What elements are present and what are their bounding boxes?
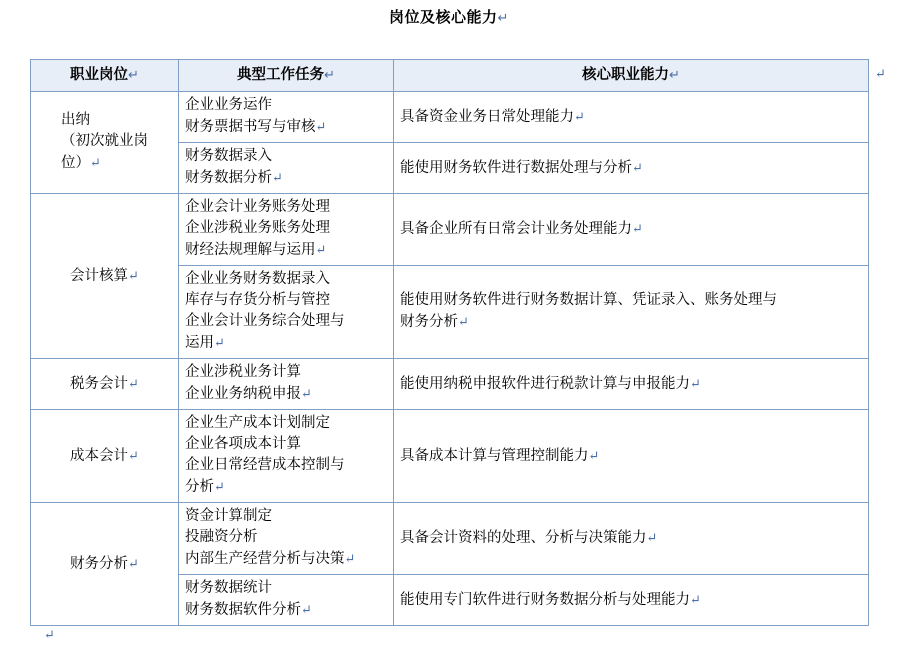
competency-table — [30, 59, 869, 626]
task-line: 运用↵ — [185, 335, 225, 351]
table-row — [31, 92, 869, 143]
table-header — [31, 60, 869, 92]
cell-post — [31, 503, 179, 626]
task-line: 企业涉税业务计算 — [185, 364, 301, 380]
paragraph-mark-icon: ↵ — [128, 267, 139, 283]
cell-task — [179, 194, 394, 266]
paragraph-mark-icon: ↵ — [301, 602, 312, 617]
paragraph-mark-icon: ↵ — [90, 155, 101, 170]
paragraph-mark-icon: ↵ — [690, 375, 701, 391]
table-row — [31, 359, 869, 410]
cell-skill — [394, 92, 869, 143]
task-line: 库存与存货分析与管控 — [185, 292, 330, 308]
task-line: 分析↵ — [185, 479, 225, 495]
cell-skill — [394, 410, 869, 503]
page-title — [0, 6, 898, 27]
paragraph-mark-icon: ↵ — [632, 221, 643, 236]
paragraph-mark-icon: ↵ — [128, 555, 139, 571]
paragraph-mark-icon: ↵ — [214, 479, 225, 494]
paragraph-mark-icon: ↵ — [646, 530, 658, 545]
paragraph-mark-icon: ↵ — [315, 119, 327, 134]
cell-task — [179, 359, 394, 410]
skill-line: 具备企业所有日常会计业务处理能力↵ — [400, 221, 643, 237]
task-line: 企业会计业务综合处理与 — [185, 313, 345, 329]
cell-skill — [394, 359, 869, 410]
task-line: 财务数据分析↵ — [185, 170, 283, 186]
post-line: 税务会计↵ — [70, 375, 139, 392]
task-line: 企业业务运作 — [185, 97, 272, 113]
cell-task — [179, 92, 394, 143]
task-line: 企业业务财务数据录入 — [185, 271, 330, 287]
paragraph-mark-icon: ↵ — [324, 67, 335, 82]
table-header-row — [31, 60, 869, 92]
cell-skill — [394, 575, 869, 626]
table-row — [31, 194, 869, 266]
competency-table-wrapper — [30, 59, 868, 626]
cell-task — [179, 410, 394, 503]
trailing-paragraph-mark: ↵ — [44, 627, 55, 642]
skill-line: 能使用财务软件进行财务数据计算、凭证录入、账务处理与 — [400, 292, 777, 308]
cell-post — [31, 92, 179, 194]
paragraph-mark-icon: ↵ — [128, 375, 139, 391]
cell-skill — [394, 266, 869, 359]
task-line: 企业各项成本计算 — [185, 436, 301, 452]
paragraph-mark-icon: ↵ — [301, 386, 312, 401]
post-line: 位）↵ — [61, 155, 101, 171]
cell-task — [179, 266, 394, 359]
post-line: 财务分析↵ — [70, 555, 139, 572]
paragraph-mark-icon: ↵ — [669, 67, 680, 82]
task-line: 投融资分析 — [185, 529, 258, 545]
paragraph-mark-icon: ↵ — [690, 591, 701, 607]
cell-task — [179, 503, 394, 575]
paragraph-mark-icon: ↵ — [632, 159, 643, 175]
task-line: 财务数据统计 — [185, 580, 272, 596]
task-line: 财务票据书写与审核↵ — [185, 119, 327, 135]
cell-post — [31, 194, 179, 359]
cell-task — [179, 143, 394, 194]
column-header-task: 典型工作任务↵ — [179, 60, 394, 92]
skill-line: 财务分析↵ — [400, 314, 469, 330]
skill-line: 能使用纳税申报软件进行税款计算与申报能力↵ — [400, 375, 701, 392]
task-line: 企业日常经营成本控制与 — [185, 457, 345, 473]
cell-task — [179, 575, 394, 626]
post-line: 成本会计↵ — [70, 447, 139, 464]
paragraph-mark-icon: ↵ — [128, 67, 139, 82]
paragraph-mark-icon: ↵ — [588, 447, 600, 463]
task-line: 财务数据软件分析↵ — [185, 602, 312, 618]
paragraph-mark-icon: ↵ — [214, 335, 225, 350]
skill-line: 具备成本计算与管理控制能力↵ — [400, 447, 600, 464]
cell-post — [31, 359, 179, 410]
paragraph-mark-icon: ↵ — [128, 447, 139, 463]
page-title-text: 岗位及核心能力 — [389, 9, 498, 26]
table-row — [31, 410, 869, 503]
task-line: 财务数据录入 — [185, 148, 272, 164]
task-line: 企业生产成本计划制定 — [185, 415, 330, 431]
skill-line: 能使用财务软件进行数据处理与分析↵ — [400, 159, 643, 176]
table-row-end-mark: ↵ — [875, 66, 886, 81]
post-line: 出纳 — [61, 112, 90, 128]
post-line: （初次就业岗 — [61, 133, 148, 149]
task-line: 企业涉税业务账务处理 — [185, 220, 330, 236]
paragraph-mark-icon: ↵ — [315, 242, 327, 257]
paragraph-mark-icon: ↵ — [272, 170, 283, 185]
paragraph-mark-icon: ↵ — [458, 314, 469, 329]
task-line: 企业业务纳税申报↵ — [185, 386, 312, 402]
paragraph-mark-icon: ↵ — [497, 10, 509, 25]
table-row — [31, 503, 869, 575]
cell-skill — [394, 143, 869, 194]
cell-post — [31, 410, 179, 503]
skill-line: 能使用专门软件进行财务数据分析与处理能力↵ — [400, 591, 701, 608]
task-line: 企业会计业务账务处理 — [185, 199, 330, 215]
column-header-skill: 核心职业能力↵ — [394, 60, 869, 92]
cell-skill — [394, 503, 869, 575]
task-line: 内部生产经营分析与决策↵ — [185, 551, 356, 567]
paragraph-mark-icon: ↵ — [574, 108, 585, 124]
task-line: 资金计算制定 — [185, 508, 272, 524]
post-line: 会计核算↵ — [70, 267, 139, 284]
task-line: 财经法规理解与运用↵ — [185, 242, 327, 258]
skill-line: 具备资金业务日常处理能力↵ — [400, 108, 585, 125]
table-body — [31, 92, 869, 626]
paragraph-mark-icon: ↵ — [344, 551, 356, 566]
cell-skill — [394, 194, 869, 266]
skill-line: 具备会计资料的处理、分析与决策能力↵ — [400, 530, 658, 546]
column-header-post: 职业岗位↵ — [31, 60, 179, 92]
